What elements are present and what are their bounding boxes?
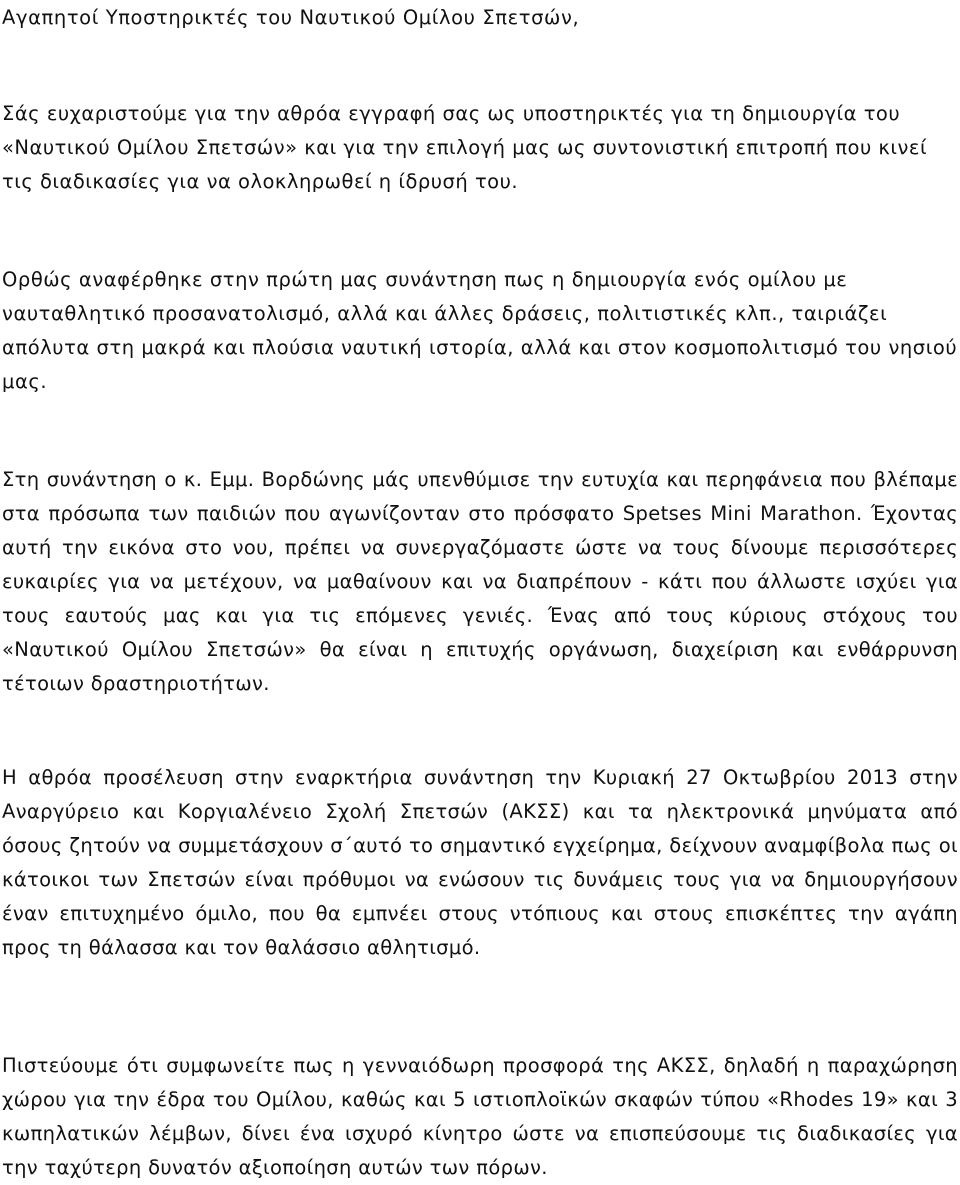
letter-greeting: Αγαπητοί Υποστηρικτές του Ναυτικού Ομίλου Σπετσών,: [2, 6, 580, 29]
paragraph-akss-offer: Πιστεύουμε ότι συμφωνείτε πως η γενναιόδωρη προσφορά της ΑΚΣΣ, δηλαδή η παραχώρηση χώρου για την έδρα του Ομίλου, καθώς και 5 ιστιοπλοϊκών σκαφών τύπου «Rhodes 19» και 3 κωπηλατικών λέμβων, δίνει ένα ισχυρό κίνητρο ώστε να επισπεύσουμε τις διαδικασίες για την ταχύτερη δυνατόν αξιοποίηση αυτών των πόρων.: [2, 1054, 958, 1179]
paragraph-attendance: Η αθρόα προσέλευση στην εναρκτήρια συνάντηση την Κυριακή 27 Οκτωβρίου 2013 στην Αναργύρειο και Κοργιαλένειο Σχολή Σπετσών (ΑΚΣΣ) και τα ηλεκτρονικά μηνύματα από όσους ζητούν να συμμετάσχουν σ΄αυτό το σημαντικό εγχείρημα, δείχνουν αναμφίβολα πως οι κάτοικοι των Σπετσών είναι πρόθυμοι να ενώσουν τις δυνάμεις τους για να δημιουργήσουν έναν επιτυχημένο όμιλο, που θα εμπνέει στους ντόπιους και στους επισκέπτες την αγάπη προς τη θάλασσα και τον θαλάσσιο αθλητισμό.: [2, 766, 958, 959]
paragraph-mini-marathon: Στη συνάντηση ο κ. Εμμ. Βορδώνης μάς υπενθύμισε την ευτυχία και περηφάνεια που βλέπαμε στα πρόσωπα των παιδιών που αγωνίζονταν στο πρόσφατο Spetses Mini Marathon. Έχοντας αυτή την εικόνα στο νου, πρέπει να συνεργαζόμαστε ώστε να τους δίνουμε περισσότερες ευκαιρίες για να μετέχουν, να μαθαίνουν και να διαπρέπουν - κάτι που άλλωστε ισχύει για τους εαυτούς μας και για τις επόμενες γενιές. Ένας από τους κύριους στόχους του «Ναυτικού Ομίλου Σπετσών» θα είναι η επιτυχής οργάνωση, διαχείριση και ενθάρρυνση τέτοιων δραστηριοτήτων.: [2, 468, 958, 695]
paragraph-first-meeting: Ορθώς αναφέρθηκε στην πρώτη μας συνάντηση πως η δημιουργία ενός ομίλου με ναυταθλητικό προσανατολισμό, αλλά και άλλες δράσεις, πολιτιστικές κλπ., ταιριάζει απόλυτα στη μακρά και πλούσια ναυτική ιστορία, αλλά και στον κοσμοπολιτισμό του νησιού μας.: [2, 268, 958, 393]
paragraph-thanks: Σάς ευχαριστούμε για την αθρόα εγγραφή σας ως υποστηρικτές για τη δημιουργία του «Ναυτικού Ομίλου Σπετσών» και για την επιλογή μας ως συντονιστική επιτροπή που κινεί τις διαδικασίες για να ολοκληρωθεί η ίδρυσή του.: [2, 102, 928, 193]
